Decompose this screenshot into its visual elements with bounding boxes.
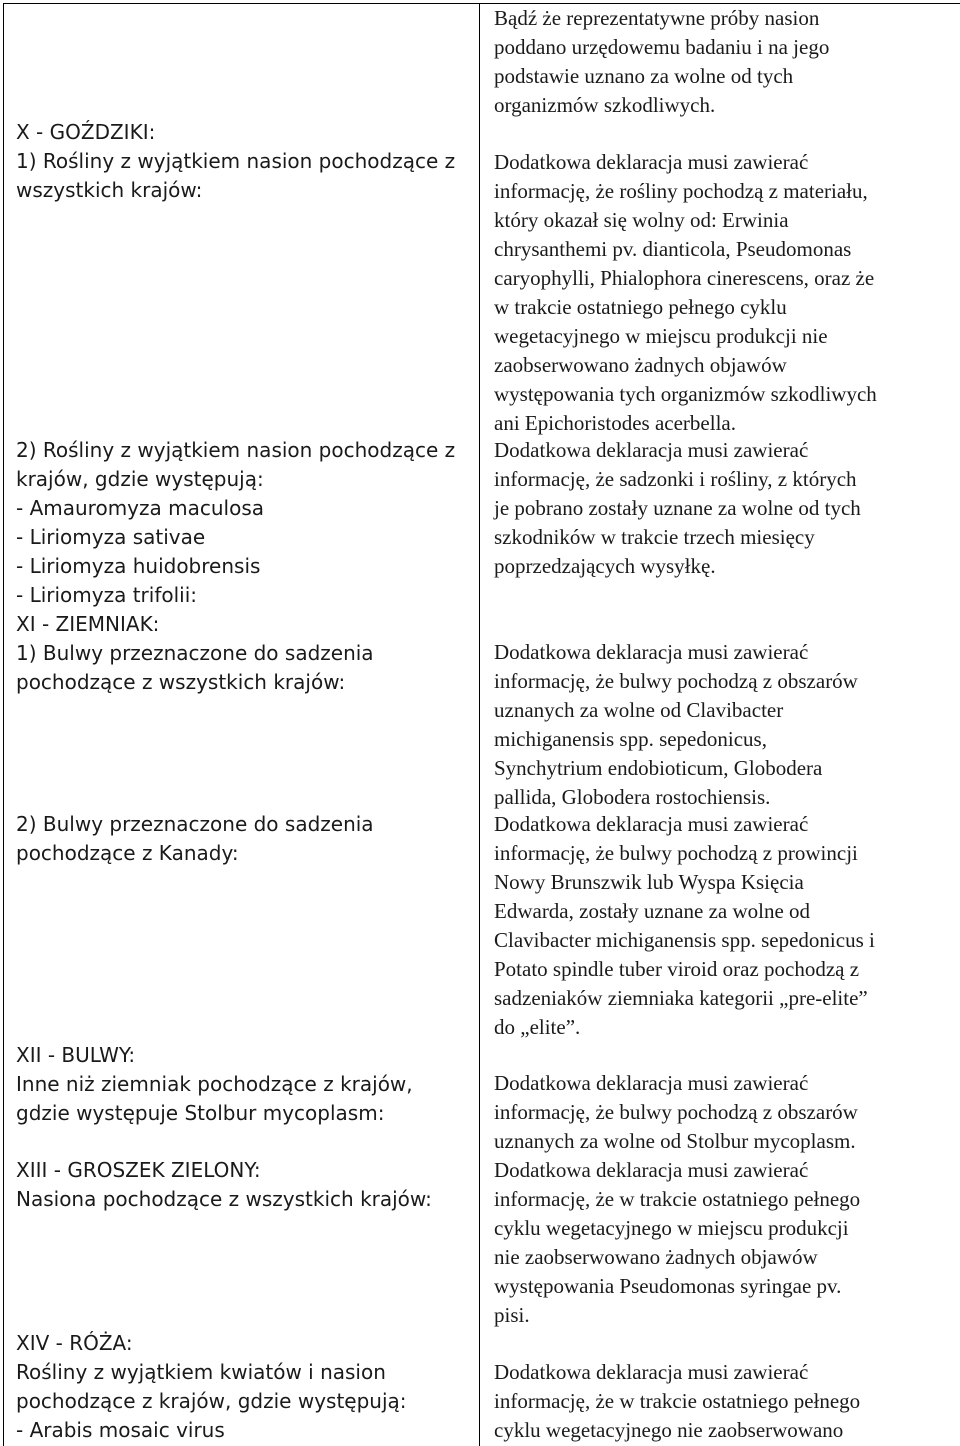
text-line: Dodatkowa deklaracja musi zawierać xyxy=(494,1158,809,1182)
text-line: sadzeniaków ziemniaka kategorii „pre-elite” xyxy=(494,986,868,1010)
text-line: informację, że rośliny pochodzą z materiału, xyxy=(494,179,868,203)
text-line: Nasiona pochodzące z wszystkich krajów: xyxy=(16,1187,432,1211)
section-heading: XII - BULWY: xyxy=(16,1043,136,1067)
requirement-block-2 xyxy=(494,436,861,581)
text-line: ani Epichoristodes acerbella. xyxy=(494,411,736,435)
text-line: 2) Rośliny z wyjątkiem nasion pochodzące z xyxy=(16,438,456,462)
text-line: informację, że bulwy pochodzą z prowincji xyxy=(494,841,858,865)
text-line: Rośliny z wyjątkiem kwiatów i nasion xyxy=(16,1360,386,1384)
bulwy-section xyxy=(16,1041,413,1128)
text-line: poddano urzędowemu badaniu i na jego xyxy=(494,35,830,59)
text-line: pochodzące z krajów, gdzie występują: xyxy=(16,1389,407,1413)
text-line: występowania tych organizmów szkodliwych xyxy=(494,382,877,406)
text-line: pochodzące z Kanady: xyxy=(16,841,239,865)
text-line: Edwarda, zostały uznane za wolne od xyxy=(494,899,811,923)
text-line: 1) Bulwy przeznaczone do sadzenia xyxy=(16,641,374,665)
text-line: zaobserwowano żadnych objawów xyxy=(494,353,787,377)
text-line: wszystkich krajów: xyxy=(16,178,203,202)
text-line: organizmów szkodliwych. xyxy=(494,93,716,117)
requirement-block-6 xyxy=(494,1156,860,1330)
section-heading: XI - ZIEMNIAK: xyxy=(16,612,160,636)
text-line: występowania Pseudomonas syringae pv. xyxy=(494,1274,842,1298)
text-line: - Liriomyza sativae xyxy=(16,525,206,549)
text-line: podstawie uznano za wolne od tych xyxy=(494,64,794,88)
requirement-block-3 xyxy=(494,638,858,812)
gozdziki-section xyxy=(16,118,455,205)
text-line: Dodatkowa deklaracja musi zawierać xyxy=(494,640,809,664)
requirement-block-7 xyxy=(494,1358,860,1445)
text-line: Potato spindle tuber viroid oraz pochodzą z xyxy=(494,957,860,981)
roza-section xyxy=(16,1329,407,1445)
text-line: cyklu wegetacyjnego w miejscu produkcji xyxy=(494,1216,849,1240)
text-line: Inne niż ziemniak pochodzące z krajów, xyxy=(16,1072,413,1096)
text-line: poprzedzających wysyłkę. xyxy=(494,554,716,578)
text-line: do „elite”. xyxy=(494,1015,581,1039)
text-line: Dodatkowa deklaracja musi zawierać xyxy=(494,438,809,462)
text-line: - Arabis mosaic virus xyxy=(16,1418,225,1442)
text-line: Dodatkowa deklaracja musi zawierać xyxy=(494,1071,809,1095)
text-line: wegetacyjnego w miejscu produkcji nie xyxy=(494,324,828,348)
requirement-block-1 xyxy=(494,148,877,438)
text-line: pisi. xyxy=(494,1303,530,1327)
text-line: informację, że bulwy pochodzą z obszarów xyxy=(494,1100,858,1124)
groszek-section xyxy=(16,1156,432,1214)
ziemniak-item-2 xyxy=(16,810,374,868)
text-line: 1) Rośliny z wyjątkiem nasion pochodzące z xyxy=(16,149,456,173)
text-line: - Liriomyza huidobrensis xyxy=(16,554,261,578)
text-line: 2) Bulwy przeznaczone do sadzenia xyxy=(16,812,374,836)
text-line: - Amauromyza maculosa xyxy=(16,496,264,520)
requirement-block-0 xyxy=(494,4,829,120)
text-line: Nowy Brunszwik lub Wyspa Księcia xyxy=(494,870,804,894)
text-line: gdzie występuje Stolbur mycoplasm: xyxy=(16,1101,385,1125)
text-line: Clavibacter michiganensis spp. sepedonicus i xyxy=(494,928,875,952)
text-line: uznanych za wolne od Stolbur mycoplasm. xyxy=(494,1129,856,1153)
text-line: Bądź że reprezentatywne próby nasion xyxy=(494,6,820,30)
text-line: pochodzące z wszystkich krajów: xyxy=(16,670,346,694)
text-line: Synchytrium endobioticum, Globodera xyxy=(494,756,823,780)
text-line: uznanych za wolne od Clavibacter xyxy=(494,698,784,722)
text-line: cyklu wegetacyjnego nie zaobserwowano xyxy=(494,1418,844,1442)
column-divider xyxy=(479,3,480,1446)
text-line: krajów, gdzie występują: xyxy=(16,467,264,491)
table-left-border xyxy=(3,3,4,1446)
text-line: który okazał się wolny od: Erwinia xyxy=(494,208,789,232)
text-line: michiganensis spp. sepedonicus, xyxy=(494,727,767,751)
text-line: informację, że w trakcie ostatniego pełnego xyxy=(494,1187,861,1211)
text-line: Dodatkowa deklaracja musi zawierać xyxy=(494,812,809,836)
gozdziki-item-2 xyxy=(16,436,455,697)
text-line: informację, że bulwy pochodzą z obszarów xyxy=(494,669,858,693)
text-line: szkodników w trakcie trzech miesięcy xyxy=(494,525,815,549)
text-line: nie zaobserwowano żadnych objawów xyxy=(494,1245,818,1269)
text-line: - Liriomyza trifolii: xyxy=(16,583,198,607)
text-line: informację, że sadzonki i rośliny, z których xyxy=(494,467,857,491)
requirement-block-4 xyxy=(494,810,875,1042)
text-line: je pobrano zostały uznane za wolne od tych xyxy=(494,496,861,520)
section-heading: XIV - RÓŻA: xyxy=(16,1331,133,1355)
text-line: caryophylli, Phialophora cinerescens, oraz że xyxy=(494,266,875,290)
section-heading: X - GOŹDZIKI: xyxy=(16,120,156,144)
text-line: w trakcie ostatniego pełnego cyklu xyxy=(494,295,787,319)
section-heading: XIII - GROSZEK ZIELONY: xyxy=(16,1158,261,1182)
text-line: informację, że w trakcie ostatniego pełnego xyxy=(494,1389,861,1413)
text-line: pallida, Globodera rostochiensis. xyxy=(494,785,771,809)
text-line: Dodatkowa deklaracja musi zawierać xyxy=(494,1360,809,1384)
text-line: chrysanthemi pv. dianticola, Pseudomonas xyxy=(494,237,852,261)
requirement-block-5 xyxy=(494,1069,858,1156)
text-line: Dodatkowa deklaracja musi zawierać xyxy=(494,150,809,174)
